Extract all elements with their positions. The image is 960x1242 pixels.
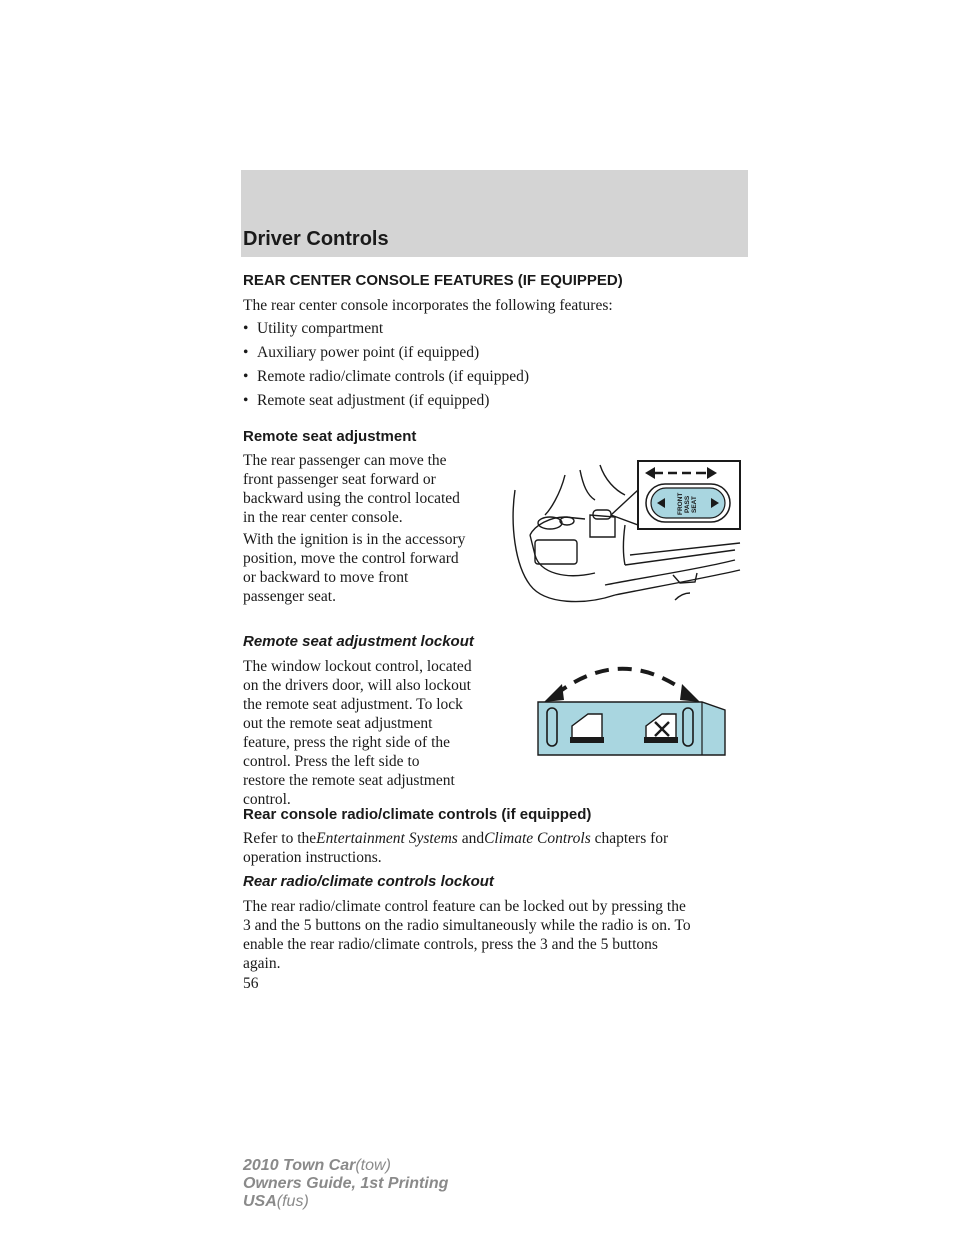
console-seat-control-figure [505,455,750,615]
list-item: • Remote radio/climate controls (if equipped) [243,368,530,385]
paragraph: The rear radio/climate control feature can be locked out by pressing the 3 and the 5 buttons on the radio simultaneously while the radio is on. To enable the rear radio/climate controls, press the 3 and the 5 buttons again. [243,898,691,972]
window-lockout-control-figure [530,640,730,760]
paragraph: With the ignition is in the accessory position, move the control forward or backward to move front passenger seat. [243,531,466,605]
list-item: • Utility compartment [243,320,384,337]
subsection-heading: Remote seat adjustment [243,428,417,445]
paragraph: The rear passenger can move the front passenger seat forward or backward using the control located in the rear center console. [243,452,460,526]
seat-label: SEAT [691,496,698,513]
front-label: FRONT [677,492,684,515]
footer: 2010 Town Car(tow) Owners Guide, 1st Printing USA(fus) [243,1157,449,1210]
paragraph: Refer to theEntertainment Systems andClimate Controls chapters for operation instructions. [243,830,669,866]
page-title: Driver Controls [243,228,389,250]
paragraph: The window lockout control, located on the drivers door, will also lockout the remote seat adjustment. To lock out the remote seat adjustment feature, press the right side of the control. Press the left side to restore the remote seat adjustment control. [243,658,472,808]
section-heading: REAR CENTER CONSOLE FEATURES (IF EQUIPPED) [243,272,623,289]
section-intro: The rear center console incorporates the following features: [243,297,613,314]
subsection-heading: Remote seat adjustment lockout [243,633,474,650]
header-band [241,170,748,257]
list-item: • Remote seat adjustment (if equipped) [243,392,490,409]
pass-label: PASS [684,495,691,513]
page-number: 56 [243,975,259,992]
list-item: • Auxiliary power point (if equipped) [243,344,480,361]
subsection-heading: Rear console radio/climate controls (if equipped) [243,806,592,823]
subsection-heading: Rear radio/climate controls lockout [243,873,494,890]
